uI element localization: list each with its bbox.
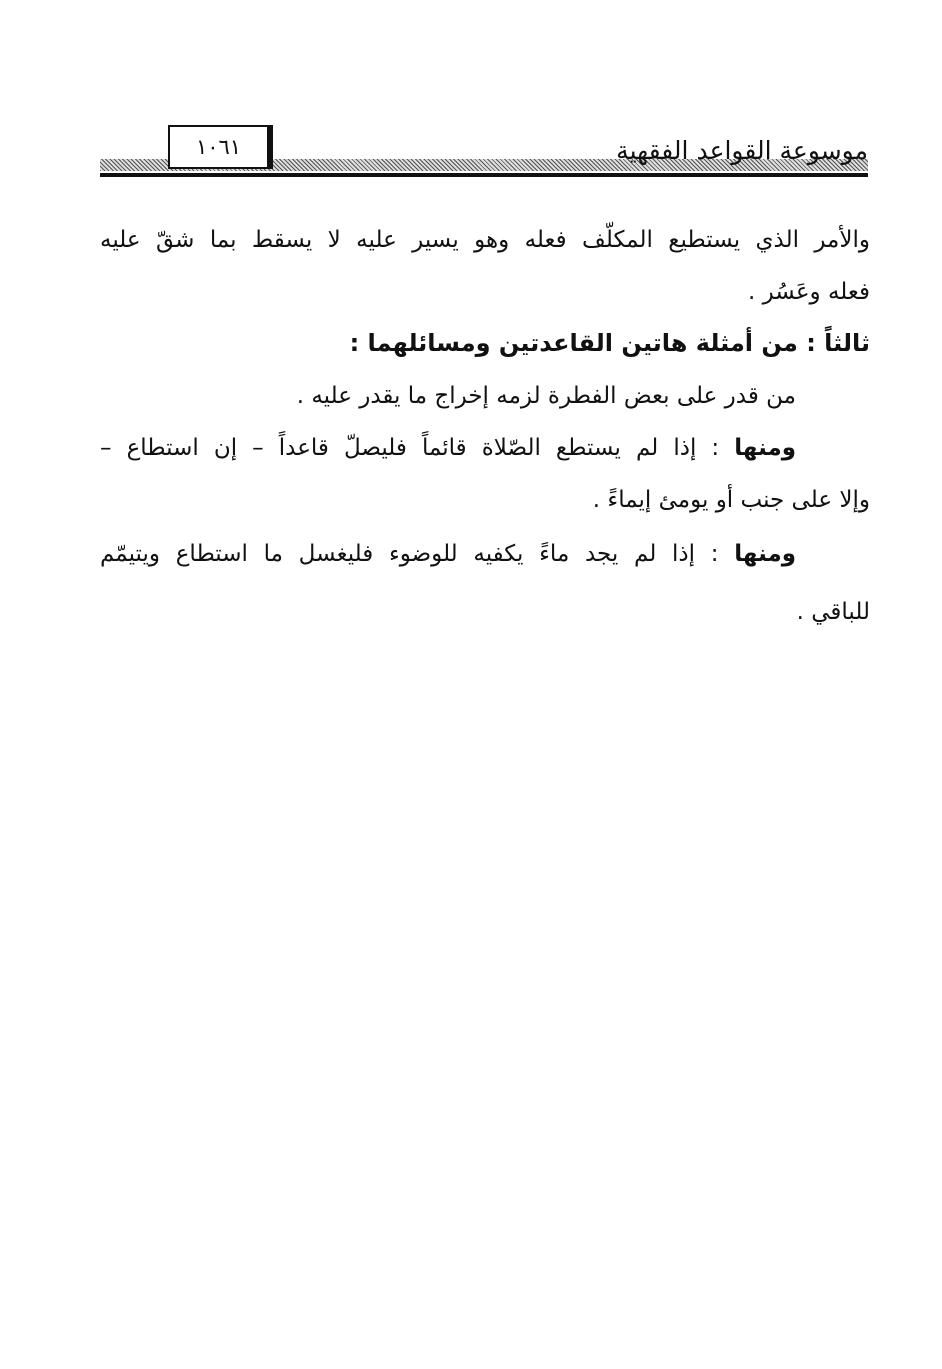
example-1-keyword: ومنها: [734, 435, 796, 461]
text-line-1: والأمر الذي يستطيع المكلّف فعله وهو يسير عليه لا يسقط بما شقّ عليه: [100, 227, 870, 253]
example-1-continuation: وإلا على جنب أو يومئ إيماءً .: [592, 487, 870, 513]
page-number: ١٠٦١: [168, 125, 273, 169]
text-line-3: من قدر على بعض الفطرة لزمه إخراج ما يقدر عليه .: [296, 383, 796, 409]
example-2-text: : إذا لم يجد ماءً يكفيه للوضوء فليغسل ما استطاع ويتيمّم: [100, 541, 735, 567]
example-1: [100, 428, 796, 468]
page-header: [100, 122, 868, 182]
example-2-continuation: للباقي .: [796, 599, 870, 625]
section-heading: ثالثاً : من أمثلة هاتين القاعدتين ومسائلهما :: [349, 329, 870, 357]
example-2: [100, 534, 796, 574]
example-2-keyword: ومنها: [734, 541, 796, 567]
header-rule-line: [100, 173, 868, 177]
book-title: موسوعة القواعد الفقهية: [616, 136, 868, 165]
example-1-text: : إذا لم يستطع الصّلاة قائماً فليصلّ قاعداً – إن استطاع –: [100, 435, 735, 461]
text-line-2: فعله وعَسُر .: [747, 279, 870, 305]
